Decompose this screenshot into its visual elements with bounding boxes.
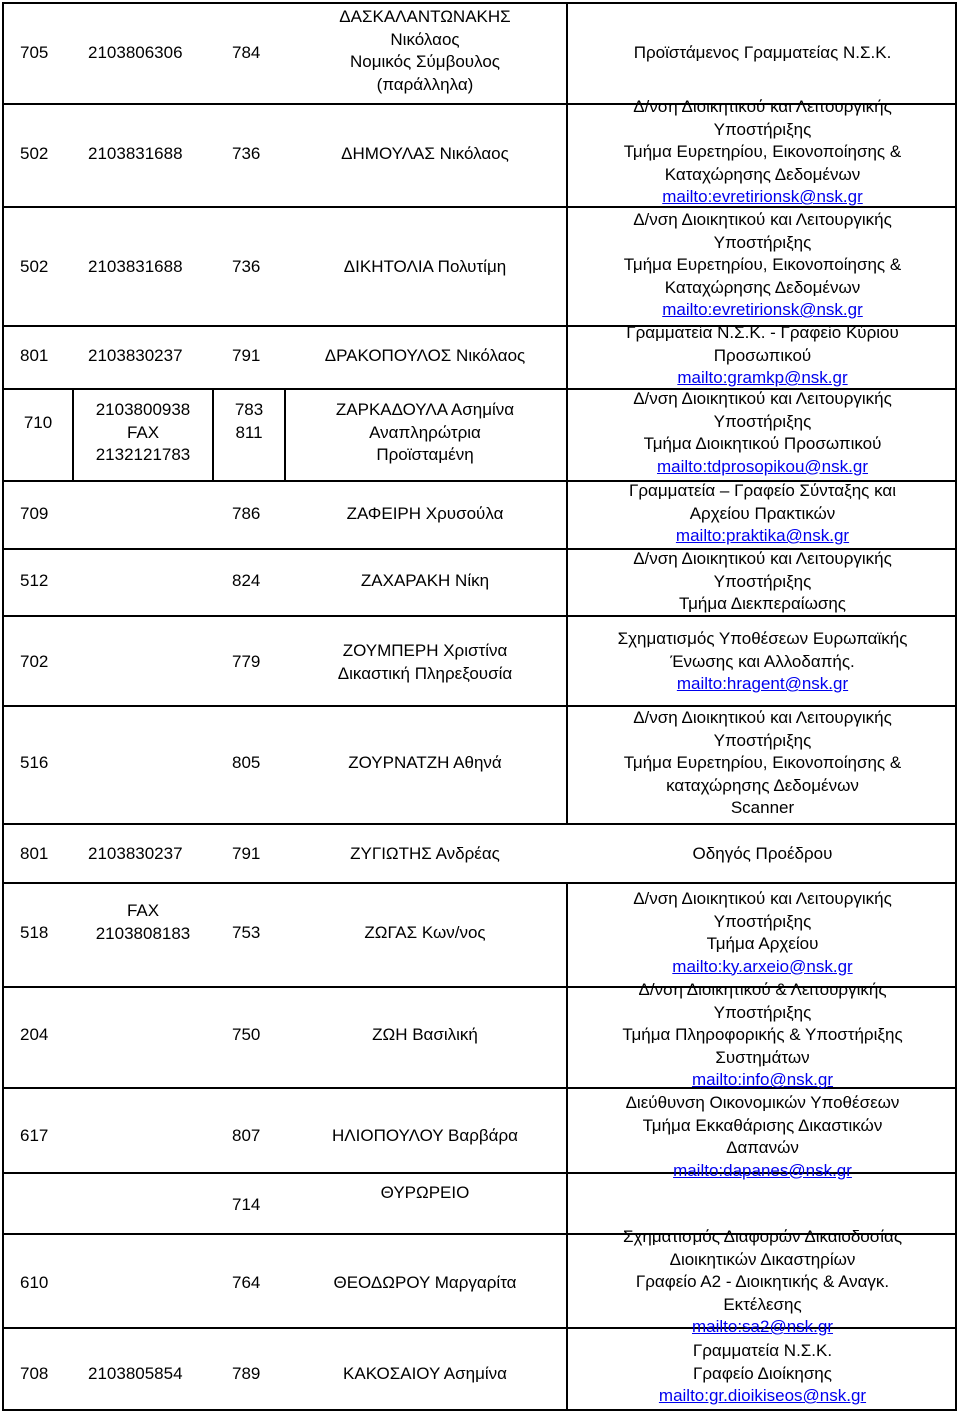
name-cell: ΔΗΜΟΥΛΑΣ Νικόλαος xyxy=(341,144,509,163)
email-link[interactable]: mailto:hragent@nsk.gr xyxy=(676,674,849,693)
name-cell: ΖΟΥΡΝΑΤΖΗ Αθηνά xyxy=(348,753,502,772)
email-link[interactable]: mailto:info@nsk.gr xyxy=(691,1070,834,1089)
room-cell: 714 xyxy=(232,1195,261,1214)
dept-cell: Δ/νση Διοικητικού και Λειτουργικής Υποστήριξης Τμήμα Διεκπεραίωσης xyxy=(633,549,892,613)
dept-cell: Δ/νση Διοικητικού και Λειτουργικής Υποστήριξης Τμήμα Ευρετηρίου, Εικονοποίησης & καταχώρησης Δεδομένων Scanner xyxy=(623,708,902,817)
email-link[interactable]: mailto:sa2@nsk.gr xyxy=(691,1317,834,1336)
dept-cell: Προϊστάμενος Γραμματείας Ν.Σ.Κ. xyxy=(633,43,892,62)
room-cell: 736 xyxy=(232,257,261,276)
room-cell: 736 xyxy=(232,144,261,163)
ext-cell: 617 xyxy=(20,1126,49,1145)
ext-cell: 801 xyxy=(20,346,49,365)
room-cell: 750 xyxy=(232,1025,261,1044)
ext-cell: 502 xyxy=(20,257,49,276)
ext-cell: 709 xyxy=(20,504,49,523)
room-cell: 791 xyxy=(232,346,261,365)
dept-cell: Δ/νση Διοικητικού και Λειτουργικής Υποστήριξης Τμήμα Ευρετηρίου, Εικονοποίησης & Καταχώρησης Δεδομένων mailto:evretirionsk@nsk.gr xyxy=(570,209,955,322)
phone-cell: 2103830237 xyxy=(88,844,183,863)
email-link[interactable]: mailto:tdprosopikou@nsk.gr xyxy=(657,456,868,476)
ext-cell: 610 xyxy=(20,1273,49,1292)
name-cell: ΔΑΣΚΑΛΑΝΤΩΝΑΚΗΣ Νικόλαος Νομικός Σύμβουλος (παράλληλα) xyxy=(339,7,511,94)
email-link[interactable]: mailto:gr.dioikiseos@nsk.gr xyxy=(658,1386,867,1405)
dept-cell: Γραμματεία Ν.Σ.Κ. - Γραφείο Κύριου Προσωπικού mailto:gramkp@nsk.gr xyxy=(570,322,955,390)
ext-cell: 801 xyxy=(20,844,49,863)
phone-cell: 2103805854 xyxy=(88,1364,183,1383)
name-cell: ΗΛΙΟΠΟΥΛΟΥ Βαρβάρα xyxy=(332,1126,518,1145)
dept-cell: Σχηματισμός Διαφορών Δικαιοδοσίας Διοικητικών Δικαστηρίων Γραφείο Α2 - Διοικητικής & Αναγκ. Εκτέλεσης mailto:sa2@nsk.gr xyxy=(570,1226,955,1339)
name-cell: ΖΟΥΜΠΕΡΗ Χριστίνα Δικαστική Πληρεξουσία xyxy=(337,641,513,683)
room-cell: 764 xyxy=(232,1273,261,1292)
name-cell: ΖΩΗ Βασιλική xyxy=(372,1025,478,1044)
name-cell: ΖΩΓΑΣ Κων/νος xyxy=(364,923,486,942)
name-cell: ΘΥΡΩΡΕΙΟ xyxy=(380,1183,470,1202)
phone-cell: 2103806306 xyxy=(88,43,183,62)
room-cell: 789 xyxy=(232,1364,261,1383)
column-divider xyxy=(566,2,568,823)
email-link[interactable]: mailto:gramkp@nsk.gr xyxy=(677,368,848,387)
row-divider xyxy=(2,882,957,884)
email-link[interactable]: mailto:evretirionsk@nsk.gr xyxy=(662,300,863,319)
dept-cell: Γραμματεία Ν.Σ.Κ. Γραφείο Διοίκησης mailto:gr.dioikiseos@nsk.gr xyxy=(570,1340,955,1408)
name-cell: ΖΑΧΑΡΑΚΗ Νίκη xyxy=(360,571,490,590)
room-cell: 783 811 xyxy=(234,400,264,442)
dept-cell: Δ/νση Διοικητικού και Λειτουργικής Υποστήριξης Τμήμα Διοικητικού Προσωπικού mailto:tdprosopikou@nsk.gr xyxy=(570,388,955,478)
room-cell: 805 xyxy=(232,753,261,772)
dept-cell: Δ/νση Διοικητικού & Λειτουργικής Υποστήριξης Τμήμα Πληροφορικής & Υποστήριξης Συστημάτων mailto:info@nsk.gr xyxy=(570,979,955,1092)
phone-cell: FAX 2103808183 xyxy=(95,901,191,943)
room-cell: 807 xyxy=(232,1126,261,1145)
room-cell: 791 xyxy=(232,844,261,863)
ext-cell: 705 xyxy=(20,43,49,62)
row-divider xyxy=(2,823,957,825)
name-cell: ΔΡΑΚΟΠΟΥΛΟΣ Νικόλαος xyxy=(324,346,526,365)
ext-cell: 708 xyxy=(20,1364,49,1383)
ext-cell: 502 xyxy=(20,144,49,163)
email-link[interactable]: mailto:evretirionsk@nsk.gr xyxy=(662,187,863,206)
room-cell: 753 xyxy=(232,923,261,942)
ext-cell: 702 xyxy=(20,652,49,671)
phone-cell: 2103800938 FAX 2132121783 xyxy=(95,400,191,464)
name-cell: ΚΑΚΟΣΑΙΟΥ Ασημίνα xyxy=(343,1364,507,1383)
room-cell: 786 xyxy=(232,504,261,523)
ext-cell: 204 xyxy=(20,1025,49,1044)
phone-cell: 2103830237 xyxy=(88,346,183,365)
dept-cell: Γραμματεία – Γραφείο Σύνταξης και Αρχείου Πρακτικών mailto:praktika@nsk.gr xyxy=(570,480,955,548)
dept-cell: Δ/νση Διοικητικού και Λειτουργικής Υποστήριξης Τμήμα Αρχείου mailto:ky.arxeio@nsk.gr xyxy=(570,888,955,978)
dept-cell: Διεύθυνση Οικονομικών Υποθέσεων Τμήμα Εκκαθάρισης Δικαστικών Δαπανών mailto:dapanes@nsk.gr xyxy=(570,1092,955,1182)
room-cell: 784 xyxy=(232,43,261,62)
room-cell: 779 xyxy=(232,652,261,671)
name-cell: ΖΑΡΚΑΔΟΥΛΑ Ασημίνα Αναπληρώτρια Προϊσταμένη xyxy=(335,400,515,464)
phone-cell: 2103831688 xyxy=(88,257,183,276)
email-link[interactable]: mailto:praktika@nsk.gr xyxy=(675,526,850,545)
phone-cell: 2103831688 xyxy=(88,144,183,163)
name-cell: ΖΥΓΙΩΤΗΣ Ανδρέας xyxy=(350,844,500,863)
ext-cell: 710 xyxy=(23,413,53,432)
room-cell: 824 xyxy=(232,571,261,590)
dept-cell: Σχηματισμός Υποθέσεων Ευρωπαϊκής Ένωσης και Αλλοδαπής. mailto:hragent@nsk.gr xyxy=(570,628,955,696)
column-divider xyxy=(566,882,568,1411)
dept-cell: Οδηγός Προέδρου xyxy=(692,844,833,863)
row-divider xyxy=(2,2,957,4)
ext-cell: 512 xyxy=(20,571,49,590)
email-link[interactable]: mailto:dapanes@nsk.gr xyxy=(673,1160,852,1180)
dept-cell: Δ/νση Διοικητικού και Λειτουργικής Υποστήριξης Τμήμα Ευρετηρίου, Εικονοποίησης & Καταχώρησης Δεδομένων mailto:evretirionsk@nsk.gr xyxy=(570,96,955,209)
name-cell: ΘΕΟΔΩΡΟΥ Μαργαρίτα xyxy=(333,1273,517,1292)
ext-cell: 518 xyxy=(20,923,49,942)
name-cell: ΖΑΦΕΙΡΗ Χρυσούλα xyxy=(346,504,504,523)
email-link[interactable]: mailto:ky.arxeio@nsk.gr xyxy=(672,956,853,976)
ext-cell: 516 xyxy=(20,753,49,772)
name-cell: ΔΙΚΗΤΟΛΙΑ Πολυτίμη xyxy=(343,257,507,276)
